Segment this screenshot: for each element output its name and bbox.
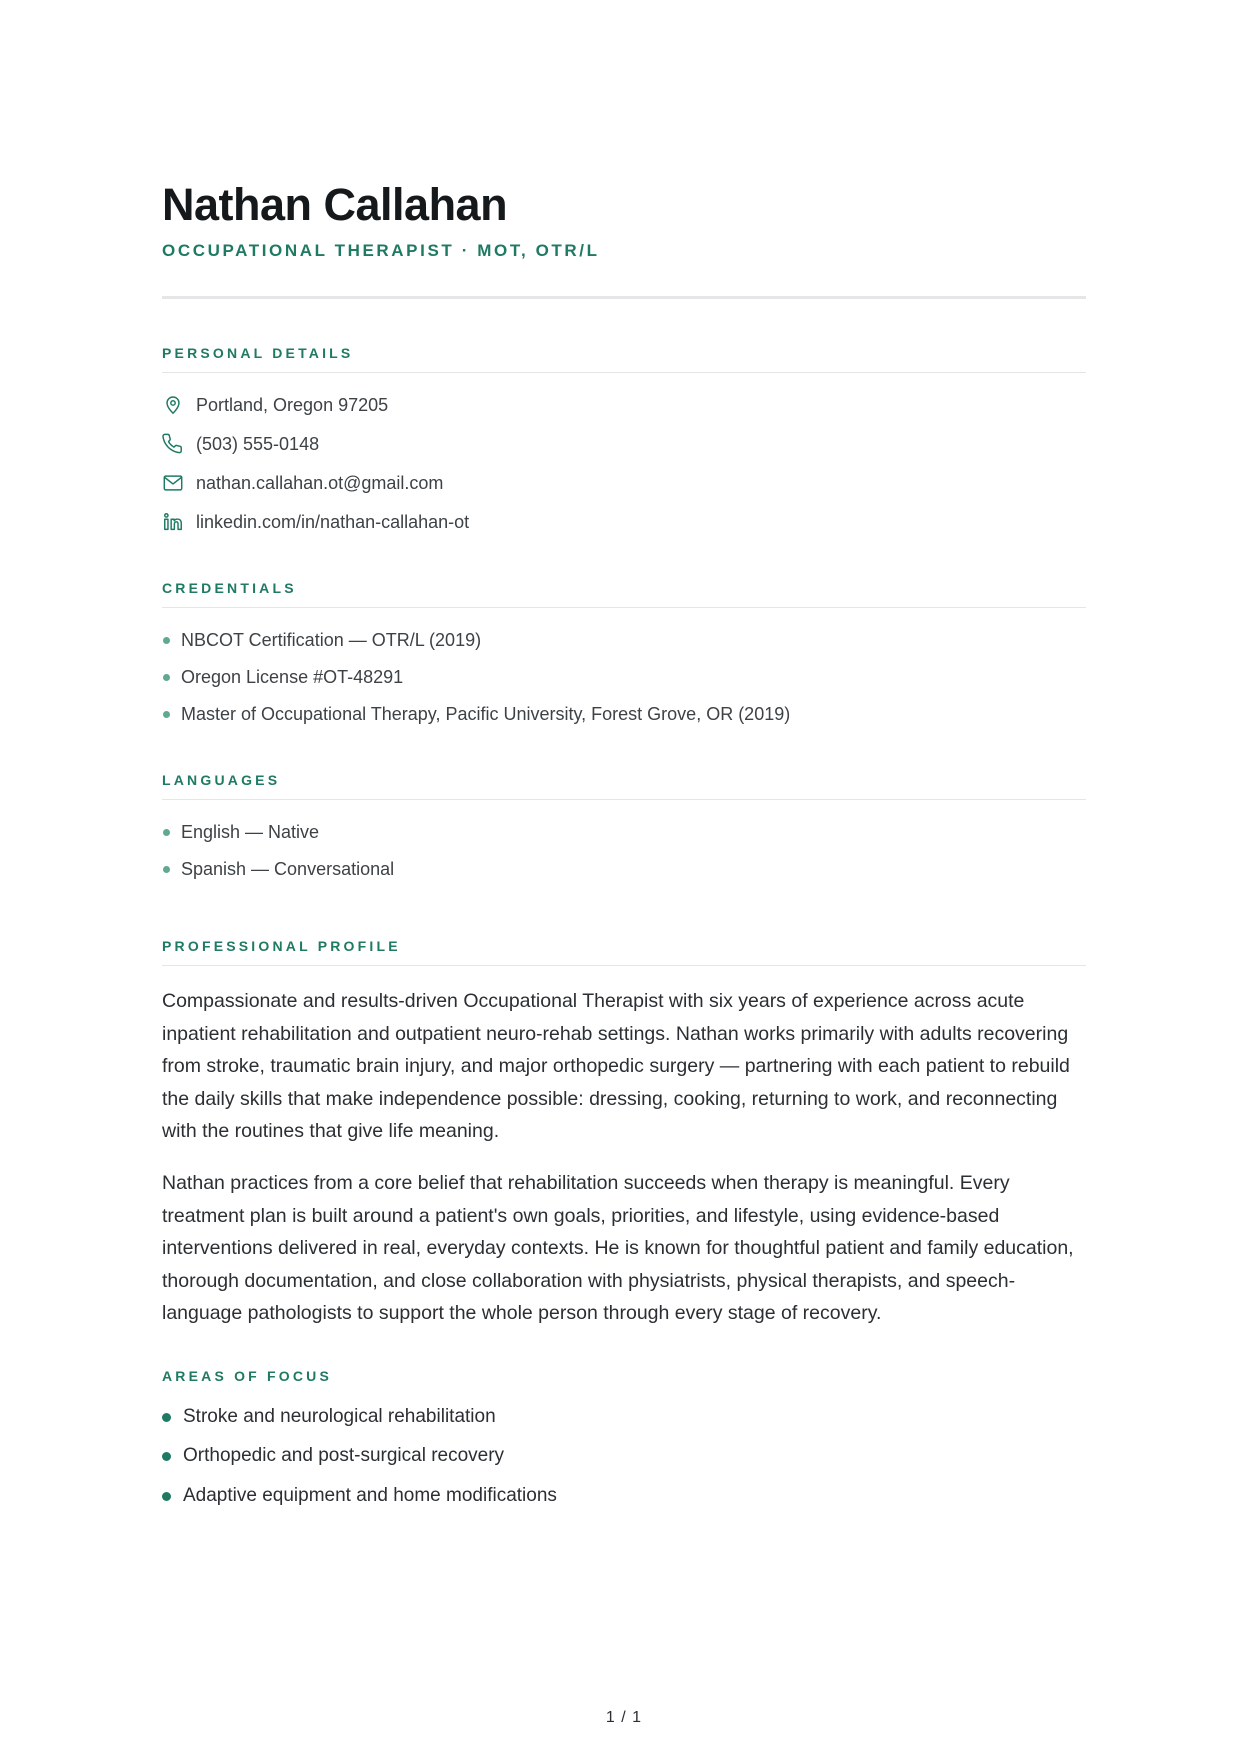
bullet-icon bbox=[163, 866, 170, 873]
bullet-icon bbox=[162, 1492, 171, 1501]
section-divider bbox=[162, 372, 1086, 373]
list-item: Oregon License #OT-48291 bbox=[162, 664, 403, 690]
phone-icon bbox=[162, 433, 184, 455]
mail-icon bbox=[162, 472, 184, 494]
contact-location bbox=[162, 392, 388, 418]
list-item: English — Native bbox=[162, 819, 319, 845]
page-indicator: 1 / 1 bbox=[605, 1709, 643, 1726]
list-item: Master of Occupational Therapy, Pacific University, Forest Grove, OR (2019) bbox=[162, 701, 790, 727]
section-divider bbox=[162, 965, 1086, 966]
section-title-languages: LANGUAGES bbox=[162, 772, 281, 788]
contact-email bbox=[162, 470, 443, 496]
header-divider bbox=[162, 296, 1086, 299]
section-divider bbox=[162, 799, 1086, 800]
candidate-subtitle: OCCUPATIONAL THERAPIST · MOT, OTR/L bbox=[162, 241, 600, 260]
profile-paragraph: Nathan practices from a core belief that rehabilitation succeeds when therapy is meaningful. Every treatment plan is built around a patient's own goals, priorities, and lifestyle, using evidence-based interventions delivered in real, everyday contexts. He is known for thoughtful patient and family education, thorough documentation, and close collaboration with physiatrists, physical therapists, and speech-language pathologists to support the whole person through every stage of recovery. bbox=[162, 1172, 1074, 1325]
profile-paragraph: Compassionate and results-driven Occupational Therapist with six years of experience across acute inpatient rehabilitation and outpatient neuro-rehab settings. Nathan works primarily with adults recovering from stroke, traumatic brain injury, and major orthopedic surgery — partnering with each patient to rebuild the daily skills that make independence possible: dressing, cooking, returning to work, and reconnecting with the routines that give life meaning. bbox=[162, 990, 1070, 1143]
location-text: Portland, Oregon 97205 bbox=[196, 394, 389, 415]
bullet-icon bbox=[162, 1452, 171, 1461]
section-title-professional-profile: PROFESSIONAL PROFILE bbox=[162, 938, 401, 954]
email-link[interactable]: nathan.callahan.ot@gmail.com bbox=[196, 472, 444, 493]
bullet-icon bbox=[162, 1413, 171, 1422]
list-item: NBCOT Certification — OTR/L (2019) bbox=[162, 627, 481, 653]
resume-page bbox=[162, 0, 1086, 1756]
linkedin-link[interactable]: linkedin.com/in/nathan-callahan-ot bbox=[196, 511, 470, 532]
linkedin-icon bbox=[162, 511, 184, 533]
section-title-credentials: CREDENTIALS bbox=[162, 580, 297, 596]
candidate-name: Nathan Callahan bbox=[162, 179, 508, 230]
bullet-icon bbox=[163, 829, 170, 836]
bullet-icon bbox=[163, 674, 170, 681]
phone-text: (503) 555-0148 bbox=[196, 433, 320, 454]
list-item: Adaptive equipment and home modifications bbox=[162, 1482, 557, 1510]
section-title-personal-details: PERSONAL DETAILS bbox=[162, 345, 354, 361]
list-item: Orthopedic and post-surgical recovery bbox=[162, 1442, 504, 1470]
section-title-areas-of-focus: AREAS OF FOCUS bbox=[162, 1368, 333, 1384]
contact-linkedin bbox=[162, 509, 469, 535]
section-divider bbox=[162, 607, 1086, 608]
bullet-icon bbox=[163, 637, 170, 644]
map-pin-icon bbox=[162, 394, 184, 416]
list-item: Stroke and neurological rehabilitation bbox=[162, 1403, 496, 1431]
list-item: Spanish — Conversational bbox=[162, 856, 394, 882]
contact-phone bbox=[162, 431, 319, 457]
bullet-icon bbox=[163, 711, 170, 718]
